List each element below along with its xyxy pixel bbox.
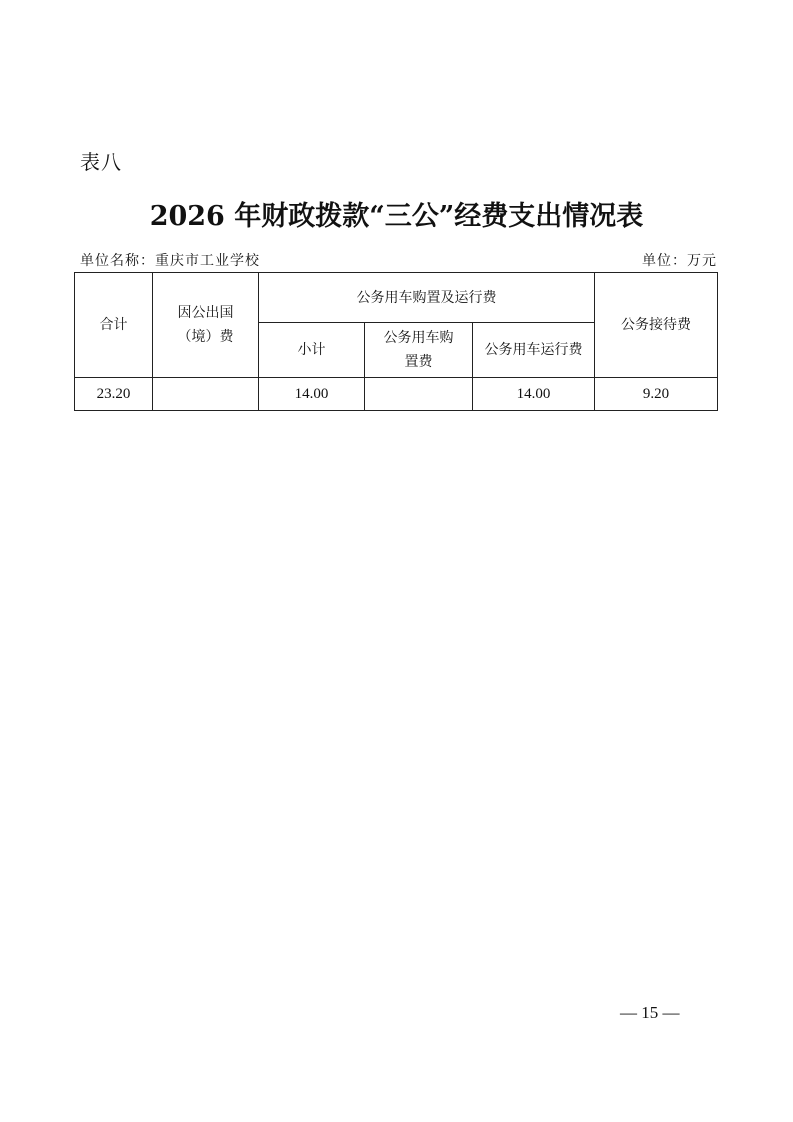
cell-reception: 9.20 <box>595 378 718 411</box>
cell-total: 23.20 <box>75 378 153 411</box>
expense-table <box>74 272 718 411</box>
cell-vehicle-purchase <box>365 378 473 411</box>
header-vehicle-operation: 公务用车运行费 <box>473 323 595 378</box>
header-reception: 公务接待费 <box>595 273 718 378</box>
header-vehicle-group: 公务用车购置及运行费 <box>259 273 595 323</box>
unit-name-label: 单位名称：重庆市工业学校 <box>80 253 260 269</box>
cell-vehicle-operation: 14.00 <box>473 378 595 411</box>
table-label: 表八 <box>80 150 122 174</box>
header-vehicle-subtotal: 小计 <box>259 323 365 378</box>
cell-vehicle-subtotal: 14.00 <box>259 378 365 411</box>
header-total: 合计 <box>75 273 153 378</box>
page-number: — 15 — <box>620 1003 680 1022</box>
unit-label: 单位：万元 <box>642 253 717 269</box>
header-abroad: 因公出国（境）费 <box>153 273 259 378</box>
table-header-row <box>75 273 718 323</box>
header-vehicle-purchase: 公务用车购置费 <box>365 323 473 378</box>
table-row <box>75 378 718 411</box>
page-title: 2026 年财政拨款“三公”经费支出情况表 <box>149 201 644 232</box>
cell-abroad <box>153 378 259 411</box>
